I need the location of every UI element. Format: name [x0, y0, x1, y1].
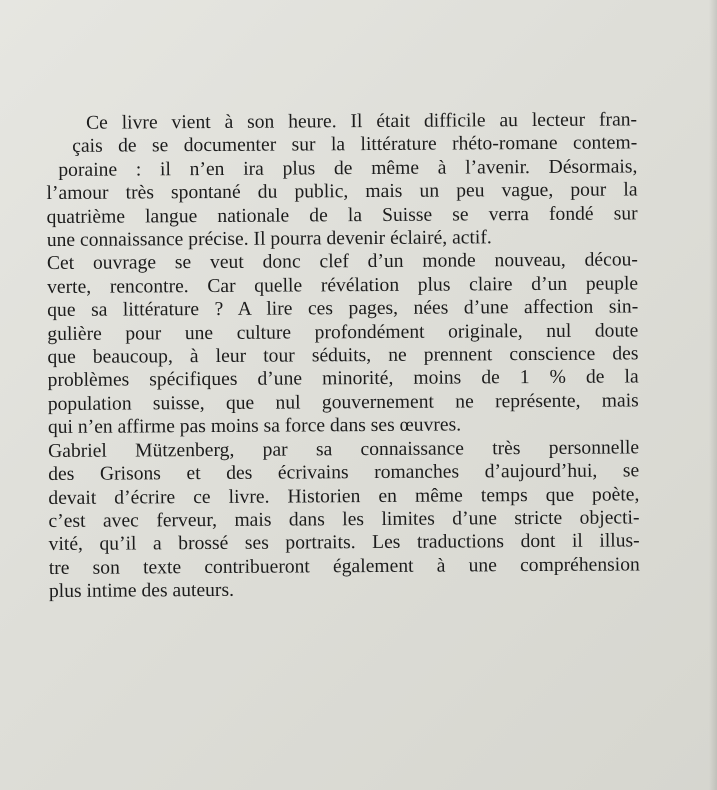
- text-line: tre son texte contribueront également à une compréhension: [48, 554, 640, 579]
- text-line: gulière pour une culture profondément originale, nul doute: [47, 320, 639, 345]
- text-line: devait d’écrire ce livre. Historien en même temps que poète,: [48, 483, 640, 509]
- text-line: c’est avec ferveur, mais dans les limites d’une stricte objecti-: [48, 507, 640, 532]
- paragraph-3: [48, 436, 640, 603]
- text-line: Cet ouvrage se veut donc clef d’un monde nouveau, décou-: [46, 249, 638, 275]
- text-line: çais de se documenter sur la littérature rhéto-romane contem-: [72, 132, 638, 158]
- page-edge-shadow: [709, 0, 717, 790]
- text-line: vité, qu’il a brossé ses portraits. Les traductions dont il illus-: [48, 530, 640, 556]
- text-line: des Grisons et des écrivains romanches d’aujourd’hui, se: [48, 460, 640, 486]
- text-line: plus intime des auteurs.: [48, 579, 235, 603]
- text-line: que sa littérature ? A lire ces pages, nées d’une affection sin-: [47, 296, 639, 322]
- text-line: Ce livre vient à son heure. Il était difficile au lecteur fran-: [86, 109, 638, 134]
- text-line: l’amour très spontané du public, mais un peu vague, pour la: [46, 179, 638, 205]
- text-line: problèmes spécifiques d’une minorité, moins de 1 % de la: [47, 366, 639, 392]
- text-line: verte, rencontre. Car quelle révélation plus claire d’un peuple: [47, 273, 639, 298]
- text-line: que beaucoup, à leur tour séduits, ne prennent conscience des: [47, 343, 639, 369]
- text-line: population suisse, que nul gouvernement ne représente, mais: [47, 390, 639, 415]
- text-line: poraine : il n’en ira plus de même à l’avenir. Désormais,: [58, 156, 638, 181]
- paragraph-2: [47, 249, 639, 440]
- text-line: qui n’en affirme pas moins sa force dans ses œuvres.: [47, 414, 462, 439]
- paragraph-1: [46, 108, 638, 252]
- text-line: quatrième langue nationale de la Suisse se verra fondé sur: [46, 203, 638, 228]
- text-line: Gabriel Mützenberg, par sa connaissance très personnelle: [48, 437, 640, 462]
- text-line: une connaissance précise. Il pourra devenir éclairé, actif.: [46, 227, 492, 252]
- body-text: [46, 108, 640, 603]
